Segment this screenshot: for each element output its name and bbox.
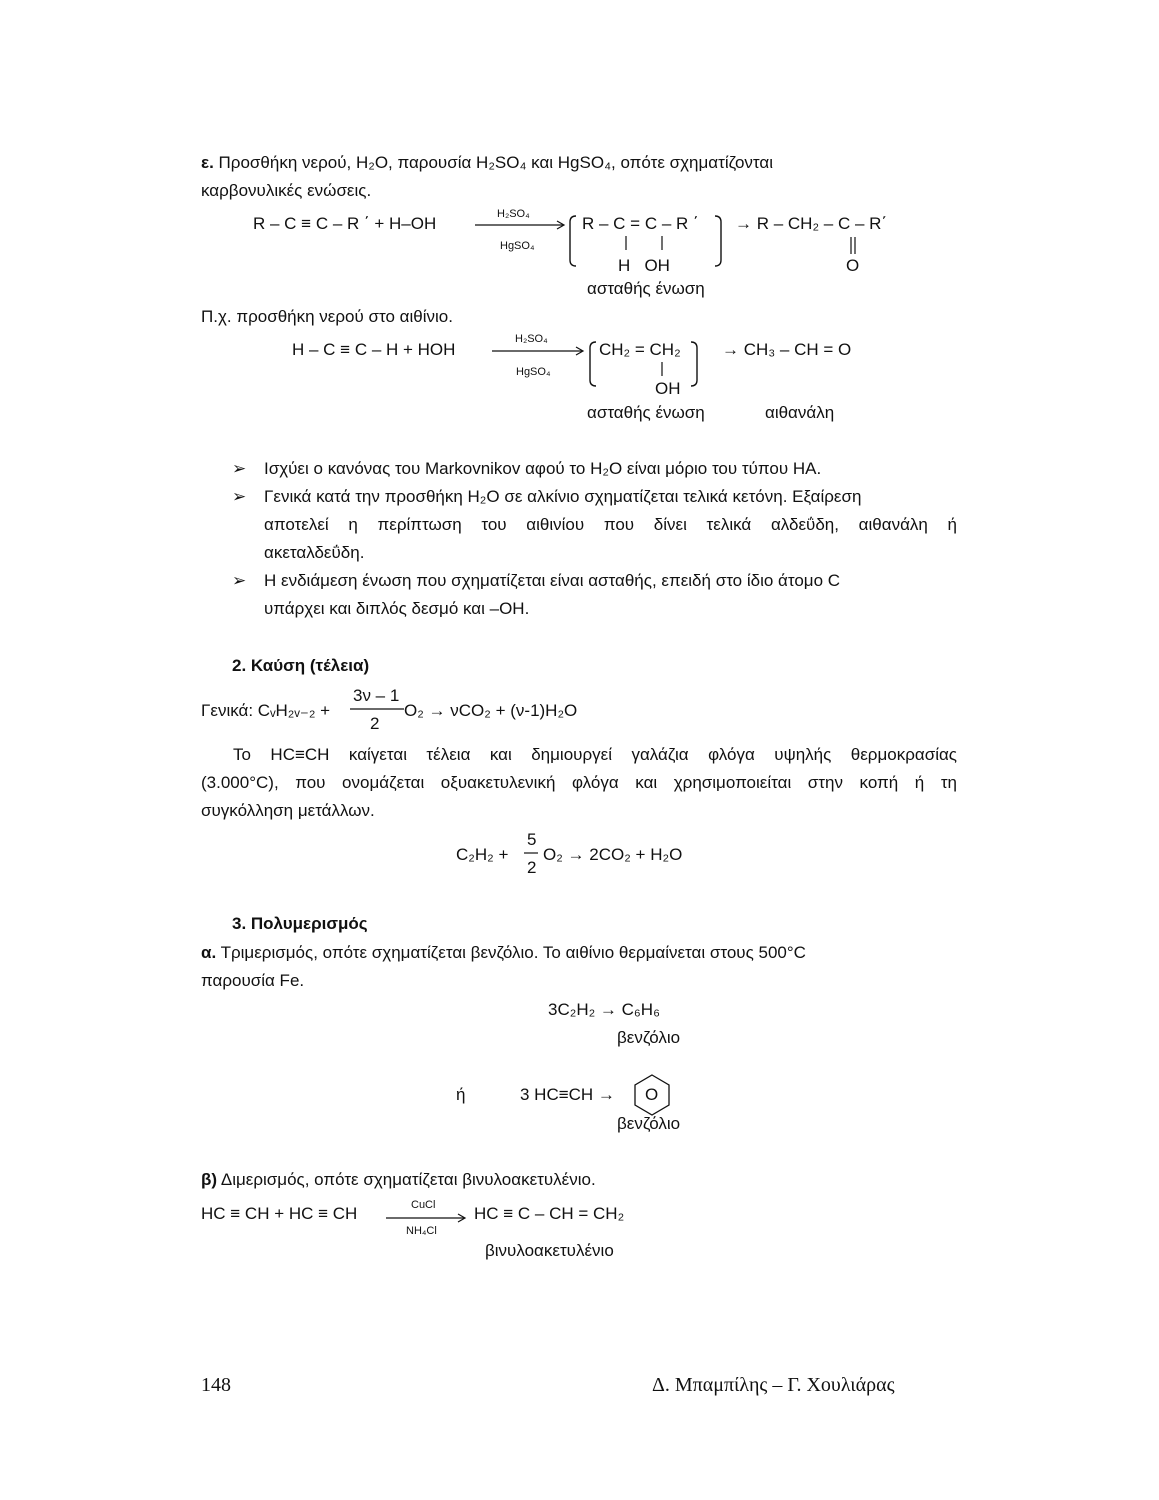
section2-para-line2: (3.000°C), που ονομάζεται οξυακετυλενική φλόγα και χρησιμοποιείται στην κοπή ή τη xyxy=(201,773,957,792)
section3-eq2-label: βενζόλιο xyxy=(617,1114,681,1133)
section3-eq3-cat-bottom: NH₄Cl xyxy=(406,1225,437,1237)
section3-heading: 3. Πολυμερισμός xyxy=(232,914,368,933)
section2-eq-num: 5 xyxy=(527,830,537,849)
section3-beta-label: β) xyxy=(201,1170,218,1189)
bullet-3-line-2: υπάρχει και διπλός δεσμό και –OH. xyxy=(264,599,530,618)
section3-eq3-left: HC ≡ CH + HC ≡ CH xyxy=(201,1204,358,1223)
section-e-line1 xyxy=(201,153,957,173)
eq1-product: → R – CH₂ – C – R΄ xyxy=(735,214,888,233)
bullet-3-line-1: Η ενδιάμεση ένωση που σχηματίζεται είναι ασταθής, επειδή στο ίδιο άτομο C xyxy=(264,571,841,590)
section2-heading: 2. Καύση (τέλεια) xyxy=(232,656,370,675)
bullet-1-line-1: Ισχύει ο κανόνας του Markovnikov αφού το H₂O είναι μόριο του τύπου HA. xyxy=(264,459,822,478)
eq2-reactants: H – C ≡ C – H + HOH xyxy=(292,340,456,359)
section2-para-line1: Το HC≡CH καίγεται τέλεια και δημιουργεί γαλάζια φλόγα υψηλής θερμοκρασίας xyxy=(233,745,957,764)
eq2-intermediate: CH₂ = CH₂ xyxy=(599,340,681,359)
eq2-product-label: αιθανάλη xyxy=(765,403,835,422)
section2-frac-num: 3ν – 1 xyxy=(353,686,400,705)
eq1-catalyst-top: H₂SO₄ xyxy=(497,208,530,220)
section2-eq-suffix: O₂ → 2CO₂ + H₂O xyxy=(543,845,683,864)
bullet-2-line-2: αποτελεί η περίπτωση του αιθινίου που δίνει τελικά αλδεΰδη, αιθανάλη ή xyxy=(264,515,957,534)
eq2-catalyst-top: H₂SO₄ xyxy=(515,333,548,345)
eq1-unstable-label: ασταθής ένωση xyxy=(587,279,705,298)
eq2-catalyst-bottom: HgSO₄ xyxy=(516,366,551,378)
bullet-arrow-icon: ➢ xyxy=(232,571,247,590)
section3-eq2: 3 HC≡CH → xyxy=(520,1085,615,1104)
section3-beta-text: Διμερισμός, οπότε σχηματίζεται βινυλοακετυλένιο. xyxy=(217,1170,596,1189)
section2-para-line3: συγκόλληση μετάλλων. xyxy=(201,801,375,820)
section3-alpha-line2: παρουσία Fe. xyxy=(201,971,305,990)
bullet-arrow-icon: ➢ xyxy=(232,487,247,506)
eq2-product: → CH₃ – CH = O xyxy=(722,340,852,359)
benzene-ring-letter: O xyxy=(645,1085,659,1104)
bullet-2-line-3: ακεταλδεΰδη. xyxy=(264,543,365,562)
section3-eq3-label: βινυλοακετυλένιο xyxy=(485,1241,614,1260)
section3-alpha-line1 xyxy=(201,943,957,963)
section3-eq3-arrow xyxy=(386,1208,470,1228)
eq1-catalyst-bottom: HgSO₄ xyxy=(500,240,535,252)
bullet-2-line-1: Γενικά κατά την προσθήκη H₂O σε αλκίνιο σχηματίζεται τελικά κετόνη. Εξαίρεση xyxy=(264,487,862,506)
section2-general-prefix: Γενικά: CᵥH₂ᵥ₋₂ + xyxy=(201,701,331,720)
example-intro: Π.χ. προσθήκη νερού στο αιθίνιο. xyxy=(201,307,453,326)
bullet-arrow-icon: ➢ xyxy=(232,459,247,478)
section2-eq-den: 2 xyxy=(527,858,537,877)
page-number: 148 xyxy=(201,1374,231,1396)
section3-or: ή xyxy=(456,1085,466,1104)
section3-beta-line xyxy=(201,1170,596,1190)
section3-eq3-cat-top: CuCl xyxy=(411,1199,436,1211)
eq1-reactants: R – C ≡ C – R ΄ + H–OH xyxy=(253,214,437,233)
eq2-intermediate-oh: OH xyxy=(655,379,681,398)
section-e-text1: Προσθήκη νερού, H₂O, παρουσία H₂SO₄ και HgSO₄, οπότε σχηματίζονται xyxy=(213,153,774,172)
section2-eq-prefix: C₂H₂ + xyxy=(456,845,509,864)
section2-frac-bar xyxy=(350,708,406,711)
section2-general-suffix: O₂ → νCO₂ + (ν-1)H₂O xyxy=(404,701,578,720)
section3-alpha-label: α. xyxy=(201,943,217,962)
section3-eq1-label: βενζόλιο xyxy=(617,1028,681,1047)
footer-authors: Δ. Μπαμπίλης – Γ. Χουλιάρας xyxy=(652,1374,895,1396)
section3-alpha-text: Τριμερισμός, οπότε σχηματίζεται βενζόλιο. Το αιθίνιο θερμαίνεται στους 500°C xyxy=(216,943,806,962)
eq2-unstable-label: ασταθής ένωση xyxy=(587,403,705,422)
section-e-line2: καρβονυλικές ενώσεις. xyxy=(201,181,372,200)
section3-eq1: 3C₂H₂ → C₆H₆ xyxy=(548,1000,660,1019)
eq1-double-bond xyxy=(846,236,860,256)
eq1-product-oxygen: O xyxy=(846,256,860,275)
section3-eq3-right: HC ≡ C – CH = CH₂ xyxy=(474,1204,625,1223)
section-e-label: ε. xyxy=(201,153,214,172)
eq1-intermediate-subs: H OH xyxy=(618,256,670,275)
section2-eq-frac-bar xyxy=(524,852,540,855)
eq1-intermediate: R – C = C – R ΄ xyxy=(582,214,699,233)
section2-frac-den: 2 xyxy=(370,714,380,733)
